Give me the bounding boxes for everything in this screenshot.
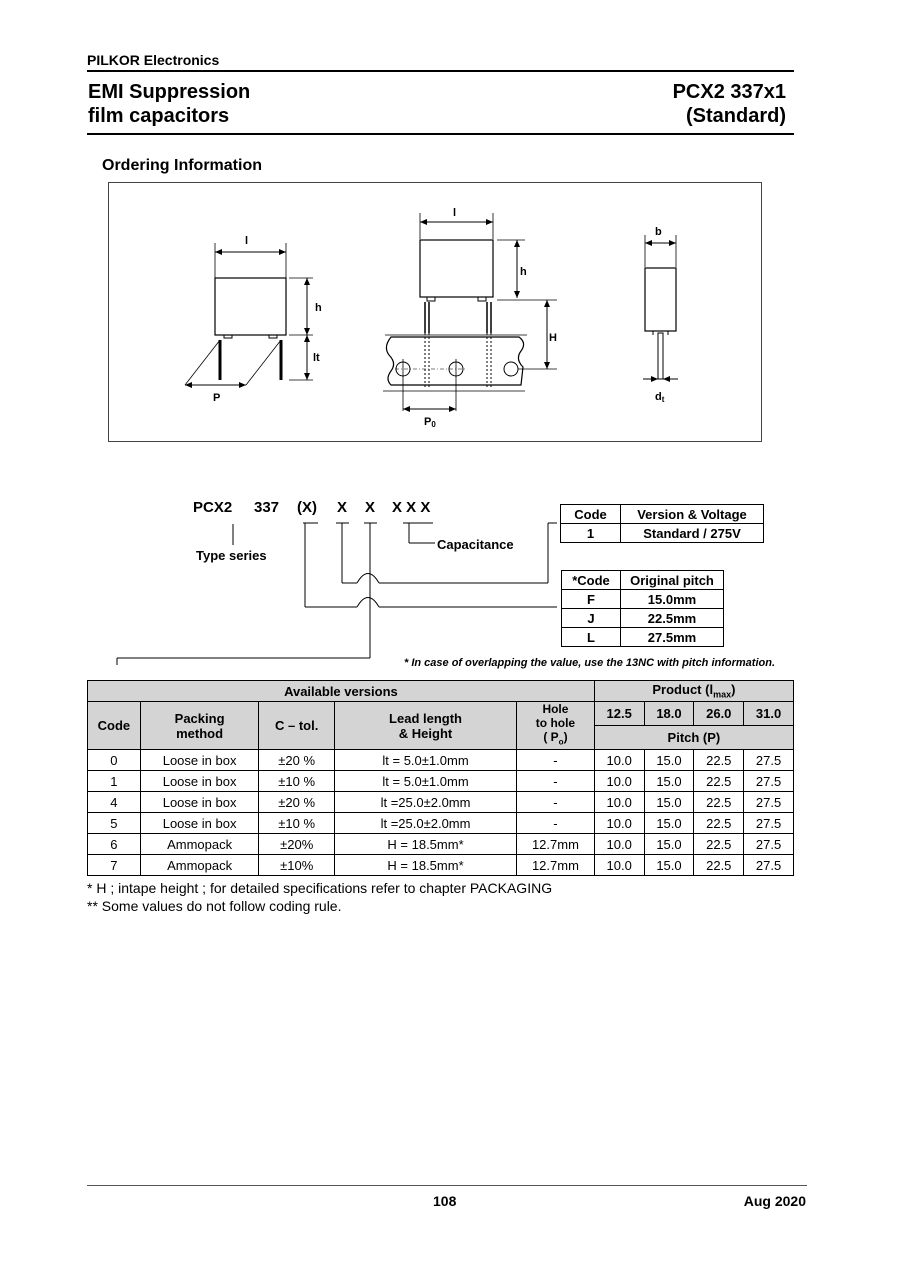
cell-pitch: 22.5	[694, 750, 744, 771]
col-header-packing: Packing method	[140, 702, 259, 750]
cell-pitch: 22.5	[694, 834, 744, 855]
cell-hole: -	[517, 750, 595, 771]
cell-pitch: 10.0	[594, 855, 644, 876]
label-H: H	[549, 332, 557, 344]
cell-pitch: 22.5	[694, 792, 744, 813]
table-row	[88, 750, 794, 771]
cell-pitch: 10.0	[594, 771, 644, 792]
version-cell-voltage: Standard / 275V	[621, 524, 764, 543]
available-versions-table	[87, 680, 794, 876]
cell-packing: Ammopack	[140, 834, 259, 855]
cell-pitch: 27.5	[744, 855, 794, 876]
size-26-0: 26.0	[694, 702, 744, 726]
capacitance-label: Capacitance	[437, 537, 514, 552]
cell-pitch: 15.0	[644, 750, 694, 771]
cell-packing: Loose in box	[140, 771, 259, 792]
label-b: b	[655, 226, 662, 238]
label-h-tape: h	[520, 266, 527, 278]
pitch-cell-value: 27.5mm	[621, 628, 724, 647]
cell-code: 6	[88, 834, 141, 855]
cell-hole: -	[517, 813, 595, 834]
label-l-tape: l	[453, 207, 457, 219]
cell-lead: lt =25.0±2.0mm	[334, 813, 516, 834]
size-31-0: 31.0	[744, 702, 794, 726]
table-row	[88, 771, 794, 792]
cell-lead: lt = 5.0±1.0mm	[334, 771, 516, 792]
col-header-hole: Hole to hole ( $P_o$)	[517, 702, 595, 750]
cell-pitch: 27.5	[744, 834, 794, 855]
pitch-cell-code: F	[562, 590, 621, 609]
cell-ctol: ±20 %	[259, 750, 335, 771]
cell-pitch: 22.5	[694, 855, 744, 876]
code-segment-x2: X	[337, 499, 348, 516]
cell-code: 0	[88, 750, 141, 771]
cell-ctol: ±20%	[259, 834, 335, 855]
taped-capacitor-view	[383, 207, 557, 429]
pitch-cell-code: J	[562, 609, 621, 628]
code-segment-x3: X	[365, 499, 376, 516]
cell-packing: Loose in box	[140, 792, 259, 813]
available-versions-header: Available versions	[88, 681, 595, 702]
col-header-lead: Lead length & Height	[334, 702, 516, 750]
cell-lead: lt = 5.0±1.0mm	[334, 750, 516, 771]
cell-pitch: 10.0	[594, 834, 644, 855]
table-row	[88, 813, 794, 834]
table-row	[88, 834, 794, 855]
cell-code: 5	[88, 813, 141, 834]
cell-code: 7	[88, 855, 141, 876]
part-number-title	[673, 80, 786, 128]
cell-pitch: 15.0	[644, 834, 694, 855]
version-header-code: Code	[561, 505, 621, 524]
title-line-2: film capacitors	[88, 105, 230, 127]
size-12-5: 12.5	[594, 702, 644, 726]
table-row	[88, 855, 794, 876]
cell-pitch: 10.0	[594, 813, 644, 834]
version-cell-code: 1	[561, 524, 621, 543]
cell-pitch: 10.0	[594, 792, 644, 813]
capacitor-front-view	[643, 226, 678, 404]
dimension-drawing	[109, 183, 761, 441]
cell-packing: Loose in box	[140, 750, 259, 771]
company-name: PILKOR Electronics	[87, 52, 220, 68]
label-p: P	[213, 392, 221, 404]
pitch-cell-value: 15.0mm	[621, 590, 724, 609]
ordering-code-diagram	[87, 490, 557, 670]
footnote-intape-height: * H ; intape height ; for detailed specifications refer to chapter PACKAGING	[87, 880, 553, 896]
cell-ctol: ±10 %	[259, 771, 335, 792]
cell-hole: 12.7mm	[517, 834, 595, 855]
label-p0: P0	[424, 416, 436, 429]
label-h: h	[315, 302, 322, 314]
footnote-coding-rule: ** Some values do not follow coding rule.	[87, 898, 342, 914]
cell-hole: -	[517, 771, 595, 792]
capacitor-side-view	[185, 235, 322, 404]
cell-pitch: 15.0	[644, 771, 694, 792]
label-l: l	[245, 235, 249, 247]
type-series-label: Type series	[196, 548, 267, 563]
version-header-voltage: Version & Voltage	[621, 505, 764, 524]
cell-lead: H = 18.5mm*	[334, 855, 516, 876]
cell-pitch: 15.0	[644, 813, 694, 834]
pitch-overlap-note: * In case of overlapping the value, use the 13NC with pitch information.	[404, 657, 776, 669]
cell-lead: lt =25.0±2.0mm	[334, 792, 516, 813]
code-segment-x1: (X)	[297, 499, 317, 516]
cell-hole: 12.7mm	[517, 855, 595, 876]
cell-ctol: ±10 %	[259, 813, 335, 834]
part-line-1: PCX2 337x1	[672, 81, 786, 103]
pitch-header-code: *Code	[562, 571, 621, 590]
cell-hole: -	[517, 792, 595, 813]
cell-pitch: 10.0	[594, 750, 644, 771]
cell-packing: Ammopack	[140, 855, 259, 876]
pitch-cell-code: L	[562, 628, 621, 647]
cell-pitch: 27.5	[744, 771, 794, 792]
label-lt: lt	[313, 352, 320, 364]
cell-ctol: ±10%	[259, 855, 335, 876]
header-rule-bottom	[87, 133, 794, 135]
cell-ctol: ±20 %	[259, 792, 335, 813]
col-header-ctol: C – tol.	[259, 702, 335, 750]
product-header: Product $(l_{max})$	[594, 681, 793, 702]
footer-rule	[87, 1185, 807, 1186]
code-connector-lines	[87, 490, 557, 665]
dimension-figure	[108, 182, 762, 442]
cell-pitch: 22.5	[694, 771, 744, 792]
header-rule	[87, 70, 794, 72]
pitch-header-pitch: Original pitch	[621, 571, 724, 590]
code-segment-337: 337	[254, 499, 280, 516]
cell-pitch: 15.0	[644, 855, 694, 876]
version-code-table	[560, 504, 764, 543]
part-line-2: (Standard)	[686, 105, 786, 127]
cell-code: 1	[88, 771, 141, 792]
cell-lead: H = 18.5mm*	[334, 834, 516, 855]
publication-date: Aug 2020	[743, 1193, 806, 1209]
pitch-header: Pitch (P)	[594, 726, 793, 750]
label-dt: dt	[655, 391, 665, 404]
title-line-1: EMI Suppression	[88, 81, 251, 103]
cell-pitch: 15.0	[644, 792, 694, 813]
cell-pitch: 22.5	[694, 813, 744, 834]
pitch-code-table	[561, 570, 724, 647]
cell-packing: Loose in box	[140, 813, 259, 834]
cell-pitch: 27.5	[744, 813, 794, 834]
page-number: 108	[433, 1193, 457, 1209]
cell-pitch: 27.5	[744, 750, 794, 771]
table-row	[88, 792, 794, 813]
size-18-0: 18.0	[644, 702, 694, 726]
section-title: Ordering Information	[102, 157, 262, 174]
cell-pitch: 27.5	[744, 792, 794, 813]
pitch-cell-value: 22.5mm	[621, 609, 724, 628]
code-segment-capacitance: X X X	[392, 499, 431, 516]
cell-code: 4	[88, 792, 141, 813]
code-segment-series: PCX2	[193, 499, 233, 516]
col-header-code: Code	[88, 702, 141, 750]
product-family-title	[88, 80, 250, 128]
